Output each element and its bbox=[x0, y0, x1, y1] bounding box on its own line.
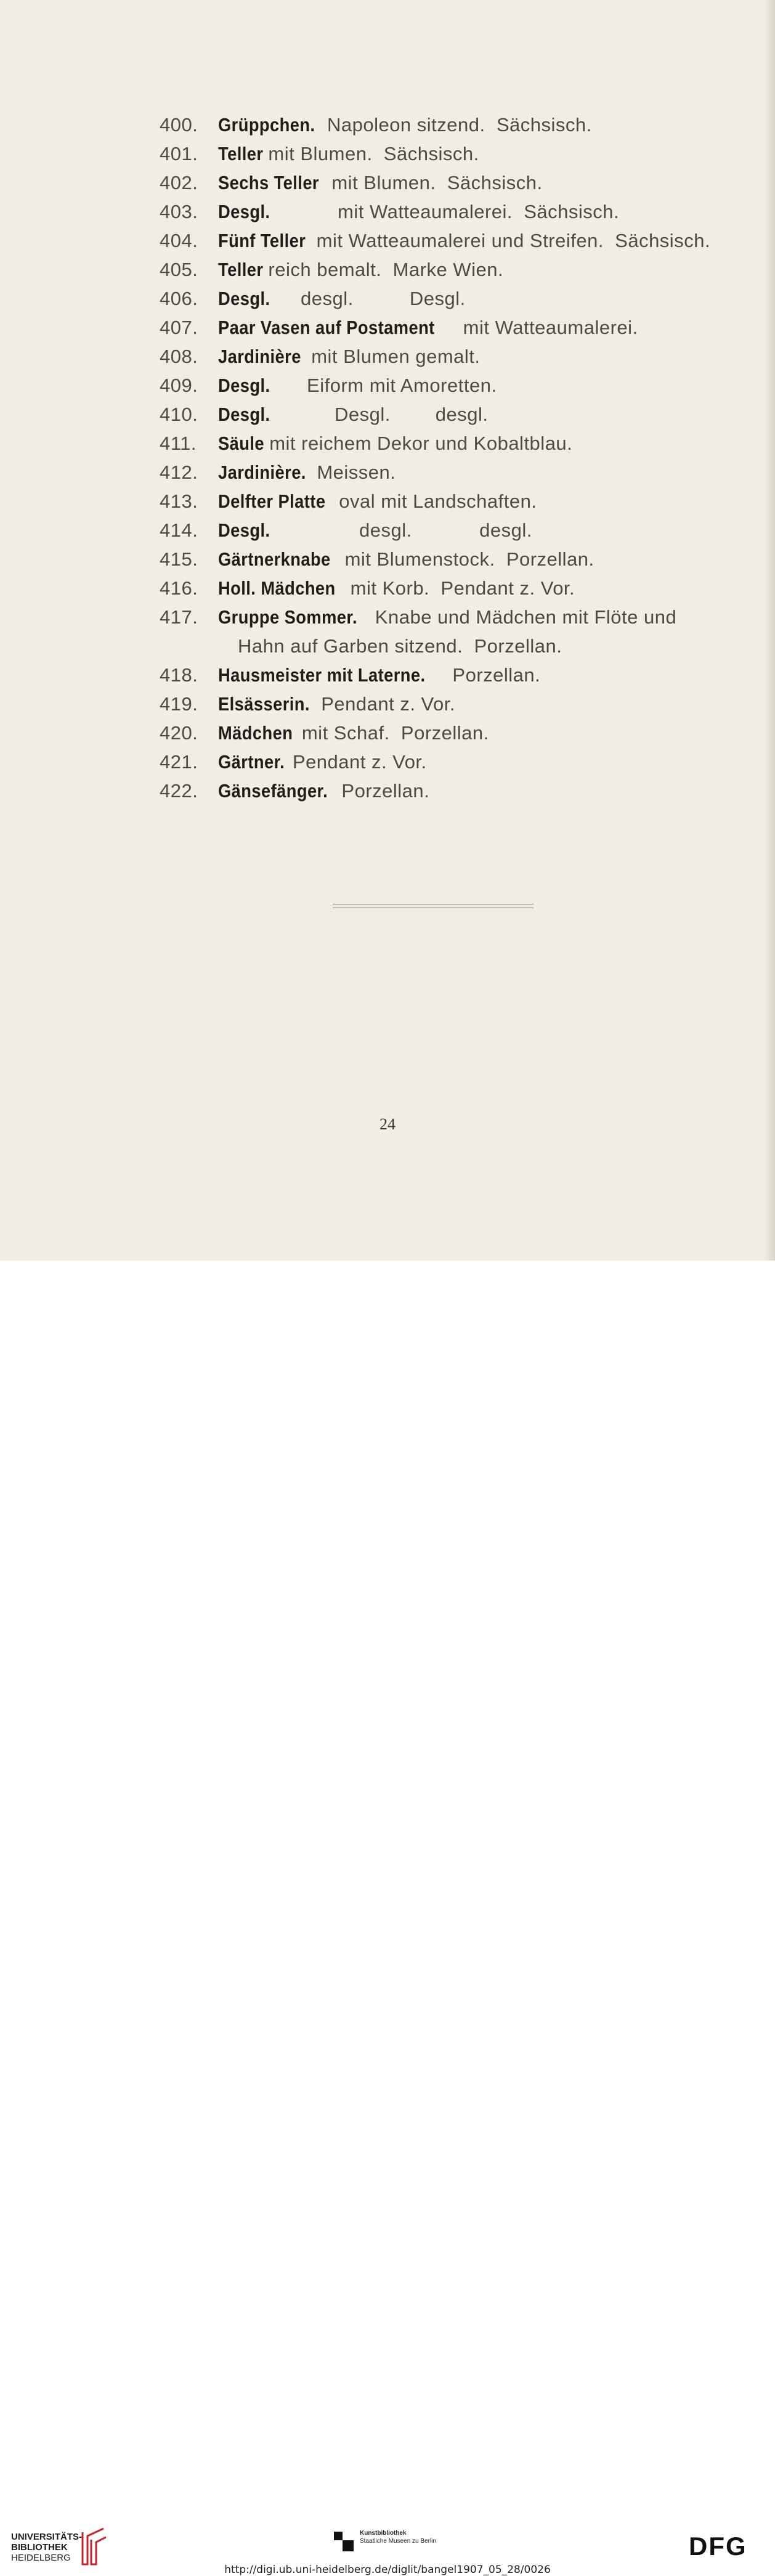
kb-line1: Kunstbibliothek bbox=[360, 2530, 407, 2537]
entry-number: 408. bbox=[160, 346, 198, 367]
catalog-entry bbox=[0, 461, 775, 490]
catalog-entry bbox=[0, 404, 775, 433]
entry-description: mit Blumen. Sächsisch. bbox=[268, 143, 479, 165]
entry-description: Napoleon sitzend. Sächsisch. bbox=[327, 114, 592, 136]
entry-number: 405. bbox=[160, 259, 198, 280]
catalog-entry bbox=[0, 433, 775, 461]
catalog-entry bbox=[0, 288, 775, 317]
entry-text bbox=[218, 346, 481, 368]
entry-number: 407. bbox=[160, 317, 198, 338]
entry-number: 418. bbox=[160, 664, 198, 686]
entry-text bbox=[218, 172, 543, 194]
entry-number: 404. bbox=[160, 230, 198, 251]
scanned-page bbox=[0, 0, 775, 1261]
catalog-entry bbox=[0, 114, 775, 143]
catalog-entry bbox=[0, 606, 775, 635]
entry-title: Paar Vasen auf Postament bbox=[218, 317, 435, 338]
entry-description: mit Watteaumalerei. Sächsisch. bbox=[338, 201, 620, 222]
catalog-entry bbox=[0, 490, 775, 519]
entry-number: 420. bbox=[160, 722, 198, 744]
entry-description: Eiform mit Amoretten. bbox=[307, 375, 497, 396]
entry-number: 419. bbox=[160, 693, 198, 715]
entry-description: desgl. desgl. bbox=[359, 519, 532, 541]
entry-text bbox=[218, 230, 710, 252]
ub-heidelberg-emblem-icon bbox=[79, 2526, 107, 2567]
entry-description: Knabe und Mädchen mit Flöte und bbox=[375, 606, 677, 628]
entry-number: 421. bbox=[160, 751, 198, 773]
entry-title: Jardinière. bbox=[218, 461, 306, 483]
catalog-entry bbox=[0, 548, 775, 577]
catalog-entry-list bbox=[0, 114, 775, 809]
entry-title: Desgl. bbox=[218, 288, 270, 309]
entry-description: mit Schaf. Porzellan. bbox=[301, 722, 489, 744]
entry-number: 402. bbox=[160, 172, 198, 193]
entry-text bbox=[218, 375, 497, 397]
catalog-entry bbox=[0, 519, 775, 548]
entry-title: Teller bbox=[218, 259, 264, 280]
entry-text bbox=[218, 114, 592, 136]
entry-title: Gruppe Sommer. bbox=[218, 606, 357, 628]
catalog-entry bbox=[0, 143, 775, 172]
catalog-entry bbox=[0, 722, 775, 751]
entry-description: mit Korb. Pendant z. Vor. bbox=[350, 577, 575, 599]
entry-text bbox=[218, 577, 575, 599]
entry-text bbox=[218, 519, 532, 542]
entry-text bbox=[218, 751, 427, 773]
entry-number: 414. bbox=[160, 519, 198, 541]
catalog-entry bbox=[0, 780, 775, 809]
entry-description: oval mit Landschaften. bbox=[339, 490, 537, 512]
entry-title: Desgl. bbox=[218, 375, 270, 396]
entry-number: 410. bbox=[160, 404, 198, 425]
entry-title: Delfter Platte bbox=[218, 490, 326, 512]
ub-logo-line3: HEIDELBERG bbox=[11, 2553, 71, 2563]
entry-text bbox=[218, 664, 540, 686]
entry-title: Gärtner. bbox=[218, 751, 285, 773]
entry-title: Säule bbox=[218, 433, 264, 454]
entry-description: reich bemalt. Marke Wien. bbox=[268, 259, 504, 280]
catalog-entry bbox=[0, 693, 775, 722]
entry-title: Teller bbox=[218, 143, 264, 165]
catalog-entry bbox=[0, 577, 775, 606]
entry-text bbox=[218, 404, 489, 426]
entry-description: mit Blumen gemalt. bbox=[311, 346, 481, 367]
entry-number: 416. bbox=[160, 577, 198, 599]
entry-number: 415. bbox=[160, 548, 198, 570]
entry-title: Desgl. bbox=[218, 201, 270, 222]
entry-description: Pendant z. Vor. bbox=[321, 693, 455, 715]
entry-description: mit Watteaumalerei und Streifen. Sächsisch. bbox=[316, 230, 711, 251]
entry-text bbox=[218, 722, 489, 744]
entry-description: Porzellan. bbox=[341, 780, 430, 802]
kb-line2: Staatliche Museen zu Berlin bbox=[360, 2538, 436, 2545]
entry-text bbox=[218, 201, 619, 223]
entry-title: Grüppchen. bbox=[218, 114, 315, 136]
catalog-entry-continuation bbox=[0, 635, 775, 664]
catalog-entry bbox=[0, 172, 775, 201]
entry-text bbox=[238, 635, 562, 657]
kunstbibliothek-label[interactable] bbox=[360, 2529, 436, 2545]
viewer-footer bbox=[0, 1261, 775, 2576]
catalog-entry bbox=[0, 346, 775, 375]
entry-description: mit Blumenstock. Porzellan. bbox=[344, 548, 594, 570]
entry-number: 406. bbox=[160, 288, 198, 309]
entry-number: 403. bbox=[160, 201, 198, 222]
catalog-entry bbox=[0, 201, 775, 230]
permalink-url[interactable]: http://digi.ub.uni-heidelberg.de/diglit/bangel1907_05_28/0026 bbox=[224, 2564, 551, 2576]
entry-title: Holl. Mädchen bbox=[218, 577, 336, 599]
entry-text bbox=[218, 317, 638, 339]
entry-number: 413. bbox=[160, 490, 198, 512]
section-divider-rule bbox=[333, 904, 534, 908]
entry-title: Elsässerin. bbox=[218, 693, 310, 715]
entry-description: Meissen. bbox=[317, 461, 396, 483]
entry-text bbox=[218, 143, 479, 165]
entry-number: 422. bbox=[160, 780, 198, 802]
catalog-entry bbox=[0, 375, 775, 404]
page-number: 24 bbox=[379, 1115, 396, 1133]
entry-description: mit Watteaumalerei. bbox=[463, 317, 638, 338]
entry-title: Gänsefänger. bbox=[218, 780, 328, 802]
entry-text bbox=[218, 288, 466, 310]
entry-text bbox=[218, 780, 429, 802]
entry-description: Hahn auf Garben sitzend. Porzellan. bbox=[238, 635, 562, 657]
ub-heidelberg-logo[interactable] bbox=[11, 2532, 82, 2563]
entry-title: Hausmeister mit Laterne. bbox=[218, 664, 426, 686]
entry-title: Jardinière bbox=[218, 346, 301, 367]
entry-description: Desgl. desgl. bbox=[335, 404, 489, 425]
catalog-entry bbox=[0, 317, 775, 346]
dfg-logo[interactable]: DFG bbox=[689, 2532, 747, 2561]
entry-number: 401. bbox=[160, 143, 198, 165]
entry-title: Fünf Teller bbox=[218, 230, 306, 251]
catalog-entry bbox=[0, 664, 775, 693]
entry-title: Desgl. bbox=[218, 404, 270, 425]
catalog-entry bbox=[0, 751, 775, 780]
ub-logo-line2: BIBLIOTHEK bbox=[11, 2542, 68, 2553]
entry-number: 400. bbox=[160, 114, 198, 136]
entry-text bbox=[218, 433, 572, 455]
entry-number: 411. bbox=[160, 433, 197, 454]
entry-description: Porzellan. bbox=[452, 664, 541, 686]
entry-text bbox=[218, 548, 594, 571]
ub-logo-line1: UNIVERSITÄTS- bbox=[11, 2532, 83, 2542]
catalog-entry bbox=[0, 230, 775, 259]
entry-title: Sechs Teller bbox=[218, 172, 319, 193]
entry-number: 409. bbox=[160, 375, 198, 396]
entry-title: Gärtnerknabe bbox=[218, 548, 331, 570]
entry-title: Mädchen bbox=[218, 722, 293, 744]
entry-title: Desgl. bbox=[218, 519, 270, 541]
entry-number: 417. bbox=[160, 606, 198, 628]
kunstbibliothek-logo-icon bbox=[331, 2529, 356, 2554]
entry-description: Pendant z. Vor. bbox=[292, 751, 427, 773]
entry-text bbox=[218, 490, 537, 513]
entry-text bbox=[218, 693, 455, 715]
entry-text bbox=[218, 606, 676, 628]
entry-text bbox=[218, 259, 503, 281]
entry-description: mit Blumen. Sächsisch. bbox=[331, 172, 543, 193]
entry-number: 412. bbox=[160, 461, 198, 483]
entry-description: mit reichem Dekor und Kobaltblau. bbox=[269, 433, 573, 454]
entry-text bbox=[218, 461, 396, 484]
catalog-entry bbox=[0, 259, 775, 288]
entry-description: desgl. Desgl. bbox=[301, 288, 466, 309]
